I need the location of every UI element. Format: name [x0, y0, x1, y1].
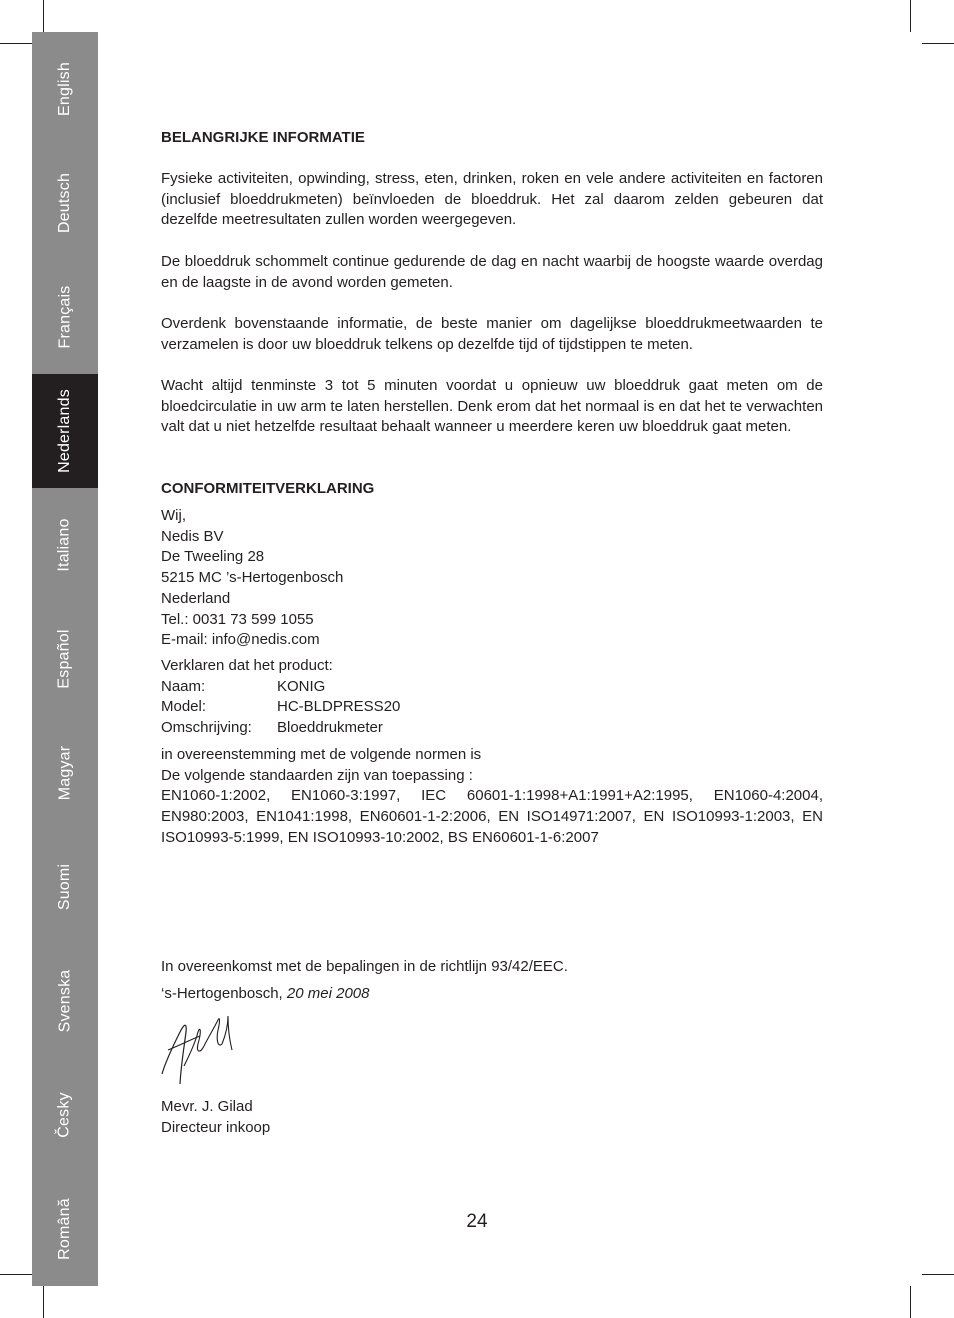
tab-deutsch: [32, 146, 98, 260]
section-heading: BELANGRIJKE INFORMATIE: [161, 129, 365, 146]
paragraph: Overdenk bovenstaande informatie, de beste manier om dagelijkse bloeddrukmeetwaarden te verzamelen is door uw bloeddruk telkens op dezelfde tijd of tijdstippen te meten.: [161, 315, 823, 353]
tab-label: Suomi: [55, 863, 73, 911]
signer-block: [161, 1097, 823, 1138]
tab-english: [32, 32, 98, 146]
paragraph: Wacht altijd tenminste 3 tot 5 minuten voordat u opnieuw uw bloeddruk gaat meten om de bloedcirculatie in uw arm te laten herstellen. Denk erom dat het normaal is en dat het te verwachten valt dat u niet hetzelfde resultaat behaalt wanneer u meerdere keren uw bloeddruk gaat meten.: [161, 377, 823, 436]
crop-mark: [922, 43, 954, 44]
tab-label: Italiano: [55, 518, 73, 572]
product-block: [161, 656, 823, 739]
tab-cesky: [32, 1058, 98, 1172]
tab-label: English: [55, 62, 73, 116]
spec-row: [161, 697, 823, 718]
date: 20 mei 2008: [286, 985, 370, 1002]
tab-label: Română: [56, 1198, 73, 1260]
tab-svenska: [32, 944, 98, 1058]
section-heading: CONFORMITEITVERKLARING: [161, 480, 375, 497]
address-line: Wij,: [161, 507, 186, 524]
tab-nederlands: [32, 374, 98, 488]
norms-block: [161, 745, 823, 849]
crop-mark: [0, 43, 32, 44]
tab-label: Svenska: [56, 969, 73, 1033]
address-line: De Tweeling 28: [161, 548, 265, 566]
tab-label: Česky: [55, 1092, 73, 1138]
paragraph: De bloeddruk schommelt continue gedurende de dag en nacht waarbij de hoogste waarde overdag en de laagste in de avond worden gemeten.: [161, 253, 823, 291]
standards-list: EN1060-1:2002, EN1060-3:1997, IEC 60601-1:1998+A1:1991+A2:1995, EN1060-4:2004, EN980:2003, EN1041:1998, EN60601-1-2:2006, EN ISO14971:2007, EN ISO10993-1:2003, EN ISO10993-5:1999, EN ISO10993-10:2002, BS EN60601-1-6:2007: [161, 787, 823, 846]
spec-row: [161, 718, 823, 739]
spec-value: Bloeddrukmeter: [277, 719, 383, 737]
tab-espanol: [32, 602, 98, 716]
declare-intro: Verklaren dat het product:: [161, 657, 333, 674]
norms-line: in overeenstemming met de volgende normen is: [161, 746, 482, 763]
signature: [160, 1010, 240, 1090]
tab-suomi: [32, 830, 98, 944]
language-tabs: [32, 32, 98, 1286]
tab-label: Magyar: [56, 745, 73, 801]
tab-label: Español: [55, 629, 73, 689]
crop-mark: [910, 1286, 911, 1318]
crop-mark: [910, 0, 911, 32]
address-line: Tel.: 0031 73 599 1055: [161, 610, 314, 628]
place-date: [161, 984, 823, 1005]
address-line: 5215 MC ’s-Hertogenbosch: [161, 569, 344, 587]
tab-label: Deutsch: [55, 172, 73, 234]
directive-line: In overeenkomst met de bepalingen in de richtlijn 93/42/EEC.: [161, 958, 568, 975]
tab-label: Français: [55, 285, 73, 349]
address-block: [161, 506, 823, 651]
spec-key: Naam:: [161, 677, 206, 695]
signer-title: Directeur inkoop: [161, 1118, 271, 1136]
tab-francais: [32, 260, 98, 374]
page-number: 24: [466, 1211, 488, 1232]
email-line: E-mail: info@nedis.com: [161, 631, 320, 649]
place: ‘s-Hertogenbosch,: [161, 985, 283, 1002]
norms-line: De volgende standaarden zijn van toepassing :: [161, 766, 473, 784]
spec-key: Model:: [161, 698, 207, 716]
tab-label: Nederlands: [56, 389, 74, 473]
spec-value: HC-BLDPRESS20: [277, 698, 401, 716]
paragraph: Fysieke activiteiten, opwinding, stress, eten, drinken, roken en vele andere activiteiten en factoren (inclusief bloeddrukmeten) beïnvloeden de bloeddruk. Het zal daarom zelden gebeuren dat dezelfde meetresultaten zullen worden weergegeven.: [161, 170, 823, 229]
spec-value: KONIG: [277, 677, 326, 695]
crop-mark: [922, 1274, 954, 1275]
address-line: Nederland: [161, 589, 231, 607]
crop-mark: [43, 1286, 44, 1318]
crop-mark: [43, 0, 44, 32]
tab-italiano: [32, 488, 98, 602]
tab-magyar: [32, 716, 98, 830]
crop-mark: [0, 1274, 32, 1275]
signer-name: Mevr. J. Gilad: [161, 1098, 253, 1115]
address-line: Nedis BV: [161, 527, 224, 545]
spec-key: Omschrijving:: [161, 719, 252, 737]
spec-row: [161, 677, 823, 698]
